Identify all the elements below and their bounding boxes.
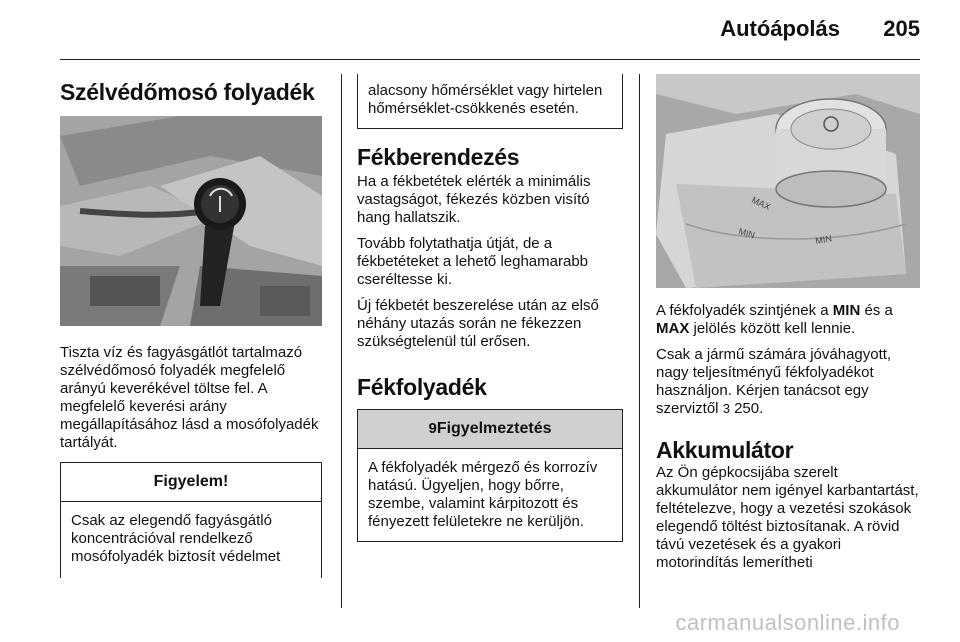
warning-box bbox=[357, 409, 623, 542]
washer-reservoir-photo bbox=[60, 116, 322, 326]
notice-box bbox=[60, 462, 322, 578]
page-header-title: Autóápolás bbox=[720, 16, 840, 41]
max-keyword: MAX bbox=[656, 320, 690, 337]
column-divider-left bbox=[341, 74, 342, 608]
fluid-level-paragraph bbox=[656, 302, 920, 338]
header-rule bbox=[60, 59, 920, 60]
battery-paragraph: Az Ön gépkocsijába szerelt akkumulátor nem igényel karbantartást, feltételezve, hogy a vezetési szokások elegendő töltést biztosítanak. A rövid távú vezetések és a gyakori motorindítás lemerítheti bbox=[656, 464, 919, 571]
watermark-text: carmanualsonline.info bbox=[675, 610, 900, 635]
fluid-level-text-c: jelölés között kell lennie. bbox=[689, 320, 856, 337]
page-number: 205 bbox=[883, 16, 920, 41]
approved-fluid-text: Csak a jármű számára jóváhagyott, nagy teljesítményű fékfolyadékot használjon. Kérjen tanácsot egy szerviztől bbox=[656, 346, 892, 417]
page-reference-icon: 3 bbox=[722, 401, 730, 416]
fluid-level-text-a: A fékfolyadék szintjének a bbox=[656, 302, 833, 319]
min-mark-label-right: MIN bbox=[814, 233, 833, 246]
battery-heading: Akkumulátor bbox=[656, 437, 794, 463]
column-1 bbox=[60, 74, 322, 578]
washer-fluid-paragraph: Tiszta víz és fagyásgátlót tartalmazó szélvédőmosó folyadék megfelelő arányú keverékével töltse fel. A megfelelő keverési arány megállapításához lásd a mosófolyadék tartályát. bbox=[60, 344, 319, 451]
brakes-paragraph-3: Új fékbetét beszerelése után az első néhány utazás során ne fékezzen szükségtelenül túl erősen. bbox=[357, 297, 599, 350]
min-keyword: MIN bbox=[832, 302, 861, 319]
brake-fluid-heading: Fékfolyadék bbox=[357, 374, 487, 400]
reference-page-number[interactable]: 250. bbox=[734, 400, 764, 417]
brakes-heading: Fékberendezés bbox=[357, 144, 520, 170]
brake-fluid-reservoir-photo bbox=[656, 74, 920, 288]
warning-title: Figyelmeztetés bbox=[436, 420, 552, 437]
notice-title: Figyelem! bbox=[61, 463, 321, 502]
max-mark-label: MAX bbox=[750, 194, 773, 213]
fluid-level-text-b: és a bbox=[860, 302, 893, 319]
warning-triangle-icon: 9 bbox=[428, 420, 437, 437]
notice-body: Csak az elegendő fagyásgátló koncentrációval rendelkező mosófolyadék biztosít védelmet bbox=[71, 512, 281, 565]
brakes-paragraph-2: Tovább folytathatja útját, de a fékbetéteket a lehető leghamarabb cseréltesse ki. bbox=[357, 235, 588, 288]
notice-continuation-text: alacsony hőmérséklet vagy hirtelen hőmérséklet-csökkenés esetén. bbox=[368, 82, 603, 117]
column-2 bbox=[357, 74, 623, 542]
warning-header bbox=[358, 410, 622, 449]
notice-continuation-box bbox=[357, 74, 623, 129]
min-mark-label-left: MIN bbox=[737, 226, 757, 241]
column-3 bbox=[656, 74, 920, 572]
column-divider-right bbox=[639, 74, 640, 608]
approved-fluid-paragraph bbox=[656, 346, 920, 418]
brakes-paragraph-1: Ha a fékbetétek elérték a minimális vastagságot, fékezés közben visító hang hallatszik. bbox=[357, 173, 591, 226]
warning-body: A fékfolyadék mérgező és korrozív hatású. Ügyeljen, hogy bőrre, szembe, valamint kárpitozott és fényezett felületekre ne kerüljön. bbox=[368, 459, 598, 530]
washer-fluid-heading: Szélvédőmosó folyadék bbox=[60, 79, 315, 105]
